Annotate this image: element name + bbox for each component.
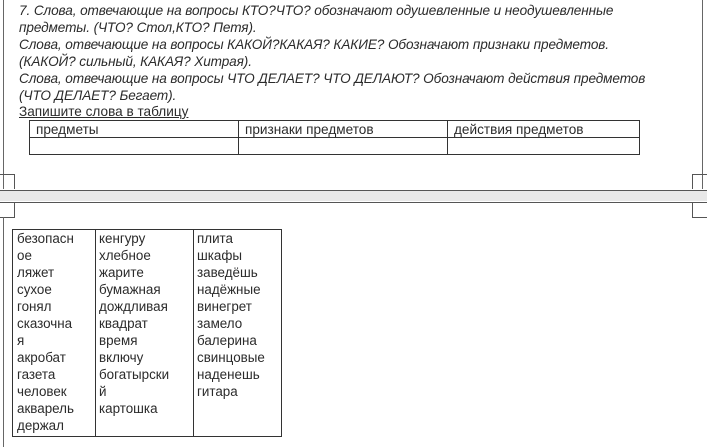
document-page-1 bbox=[0, 0, 707, 191]
column-header-attributes: признаки предметов bbox=[239, 121, 448, 138]
word: наденешь bbox=[197, 367, 260, 382]
document-page-2 bbox=[0, 202, 707, 447]
word: держал bbox=[17, 418, 64, 433]
answer-cell[interactable] bbox=[239, 138, 448, 155]
word: акварель bbox=[17, 401, 74, 416]
word: замело bbox=[197, 316, 243, 331]
word: гитара bbox=[197, 384, 238, 399]
word: человек bbox=[17, 384, 67, 399]
word: ое bbox=[17, 248, 32, 263]
word: жарите bbox=[99, 265, 144, 280]
word: квадрат bbox=[99, 316, 148, 331]
task-line: Слова, отвечающие на вопросы ЧТО ДЕЛАЕТ? ЧТО ДЕЛАЮТ? Обозначают действия предметов bbox=[19, 71, 646, 86]
task-text bbox=[19, 2, 699, 104]
task-line: 7. Слова, отвечающие на вопросы КТО?ЧТО? обозначают одушевленные и неодушевленные bbox=[19, 3, 614, 18]
page-corner-mark bbox=[692, 203, 707, 218]
task-line: предметы. (ЧТО? Стол,КТО? Петя). bbox=[19, 20, 257, 35]
page-corner-mark bbox=[692, 174, 707, 189]
word: сухое bbox=[17, 282, 52, 297]
task-instruction: Запишите слова в таблицу bbox=[19, 104, 189, 119]
word: балерина bbox=[197, 333, 257, 348]
word: надёжные bbox=[197, 282, 261, 297]
page-margin-left bbox=[3, 217, 4, 447]
task-line: (ЧТО ДЕЛАЕТ? Бегает). bbox=[19, 88, 177, 103]
word: дождливая bbox=[99, 299, 168, 314]
word: сказочна bbox=[17, 316, 73, 331]
page-corner-mark bbox=[0, 174, 15, 189]
word: кенгуру bbox=[99, 231, 146, 246]
word: безопасн bbox=[17, 231, 74, 246]
word: шкафы bbox=[197, 248, 242, 263]
word: плита bbox=[197, 231, 233, 246]
word: включу bbox=[99, 350, 144, 365]
page-margin-right bbox=[702, 0, 703, 189]
answer-table-row bbox=[30, 138, 640, 155]
word-column-3 bbox=[194, 230, 281, 436]
word-column-2 bbox=[96, 230, 194, 436]
word: заведёшь bbox=[197, 265, 258, 280]
word: гонял bbox=[17, 299, 52, 314]
word: я bbox=[17, 333, 25, 348]
word: время bbox=[99, 333, 138, 348]
word: хлебное bbox=[99, 248, 151, 263]
word-table bbox=[12, 229, 282, 437]
word: акробат bbox=[17, 350, 66, 365]
word: богатырски bbox=[99, 367, 170, 382]
page-corner-mark bbox=[0, 203, 15, 218]
word: газета bbox=[17, 367, 56, 382]
word: бумажная bbox=[99, 282, 161, 297]
answer-cell[interactable] bbox=[30, 138, 239, 155]
task-line: Слова, отвечающие на вопросы КАКОЙ?КАКАЯ? КАКИЕ? Обозначают признаки предметов. bbox=[19, 37, 609, 52]
column-header-objects: предметы bbox=[30, 121, 239, 138]
answer-cell[interactable] bbox=[448, 138, 640, 155]
word: картошка bbox=[99, 401, 158, 416]
page-margin-left bbox=[3, 0, 4, 189]
page-separator bbox=[0, 191, 707, 201]
word: й bbox=[99, 384, 107, 399]
column-header-actions: действия предметов bbox=[448, 121, 640, 138]
answer-table bbox=[29, 120, 640, 155]
word: свинцовые bbox=[197, 350, 265, 365]
word: ляжет bbox=[17, 265, 55, 280]
task-line: (КАКОЙ? сильный, КАКАЯ? Хитрая). bbox=[19, 54, 252, 69]
answer-table-header-row bbox=[30, 121, 640, 138]
word: винегрет bbox=[197, 299, 252, 314]
word-column-1 bbox=[13, 230, 96, 436]
